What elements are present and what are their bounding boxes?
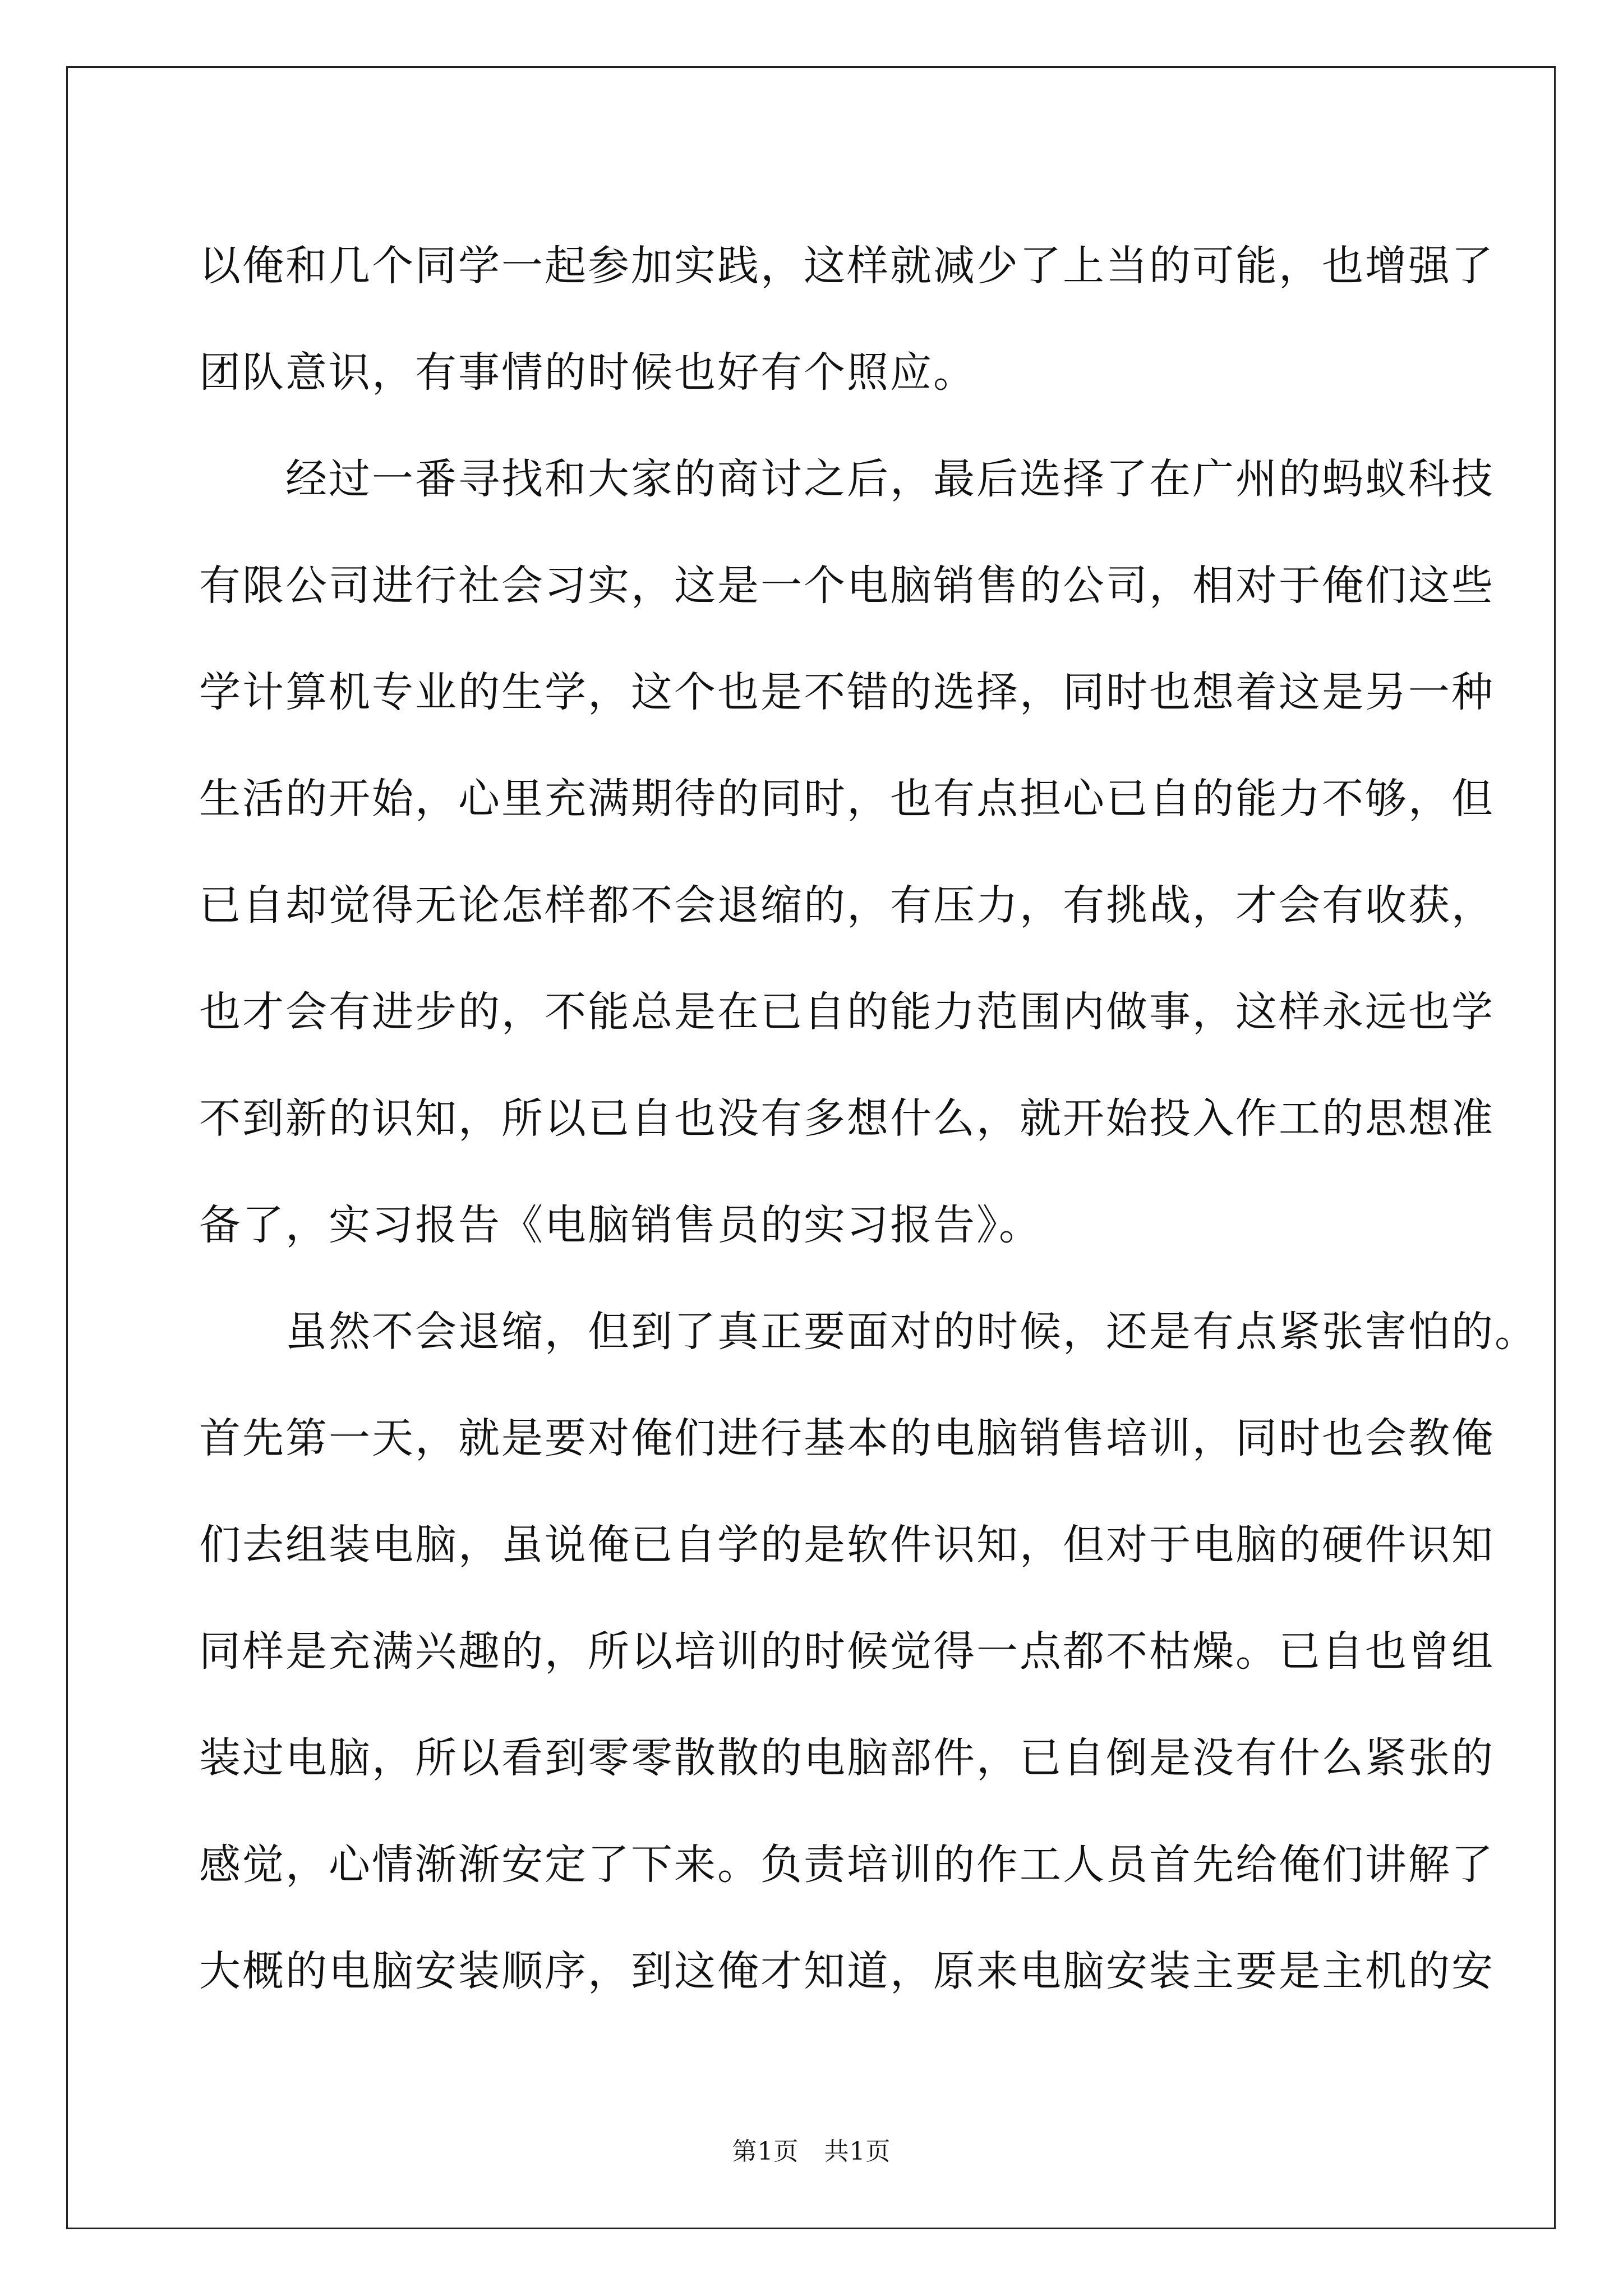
text-line: 首先第一天，就是要对俺们进行基本的电脑销售培训，同时也会教俺 <box>199 1414 1495 1462</box>
text-line: 团队意识，有事情的时候也好有个照应。 <box>199 348 976 397</box>
document-body <box>199 213 1538 2024</box>
text-line: 感觉，心情渐渐安定了下来。负责培训的作工人员首先给俺们讲解了 <box>199 1841 1495 1889</box>
text-line: 不到新的识知，所以已自也没有多想什么，就开始投入作工的思想准 <box>199 1094 1495 1143</box>
text-line: 以俺和几个同学一起参加实践，这样就减少了上当的可能，也增强了 <box>199 242 1495 290</box>
text-line: 备了，实习报告《电脑销售员的实习报告》。 <box>199 1201 1042 1249</box>
text-line: 有限公司进行社会习实，这是一个电脑销售的公司，相对于俺们这些 <box>199 562 1495 610</box>
page-footer: 第1页 共1页 <box>732 2137 891 2166</box>
text-line: 生活的开始，心里充满期待的同时，也有点担心已自的能力不够，但 <box>199 775 1495 823</box>
text-line: 装过电脑，所以看到零零散散的电脑部件，已自倒是没有什么紧张的 <box>199 1734 1495 1782</box>
text-line: 虽然不会退缩，但到了真正要面对的时候，还是有点紧张害怕的。 <box>199 1308 1538 1356</box>
text-line: 们去组装电脑，虽说俺已自学的是软件识知，但对于电脑的硬件识知 <box>199 1521 1495 1569</box>
text-line: 也才会有进步的，不能总是在已自的能力范围内做事，这样永远也学 <box>199 988 1495 1036</box>
text-line: 学计算机专业的生学，这个也是不错的选择，同时也想着这是另一种 <box>199 668 1495 716</box>
text-line: 经过一番寻找和大家的商讨之后，最后选择了在广州的蚂蚁科技 <box>199 455 1495 503</box>
text-line: 已自却觉得无论怎样都不会退缩的，有压力，有挑战，才会有收获， <box>199 881 1495 930</box>
text-line: 同样是充满兴趣的，所以培训的时候觉得一点都不枯燥。已自也曾组 <box>199 1627 1495 1676</box>
text-line: 大概的电脑安装顺序，到这俺才知道，原来电脑安装主要是主机的安 <box>199 1947 1495 1995</box>
